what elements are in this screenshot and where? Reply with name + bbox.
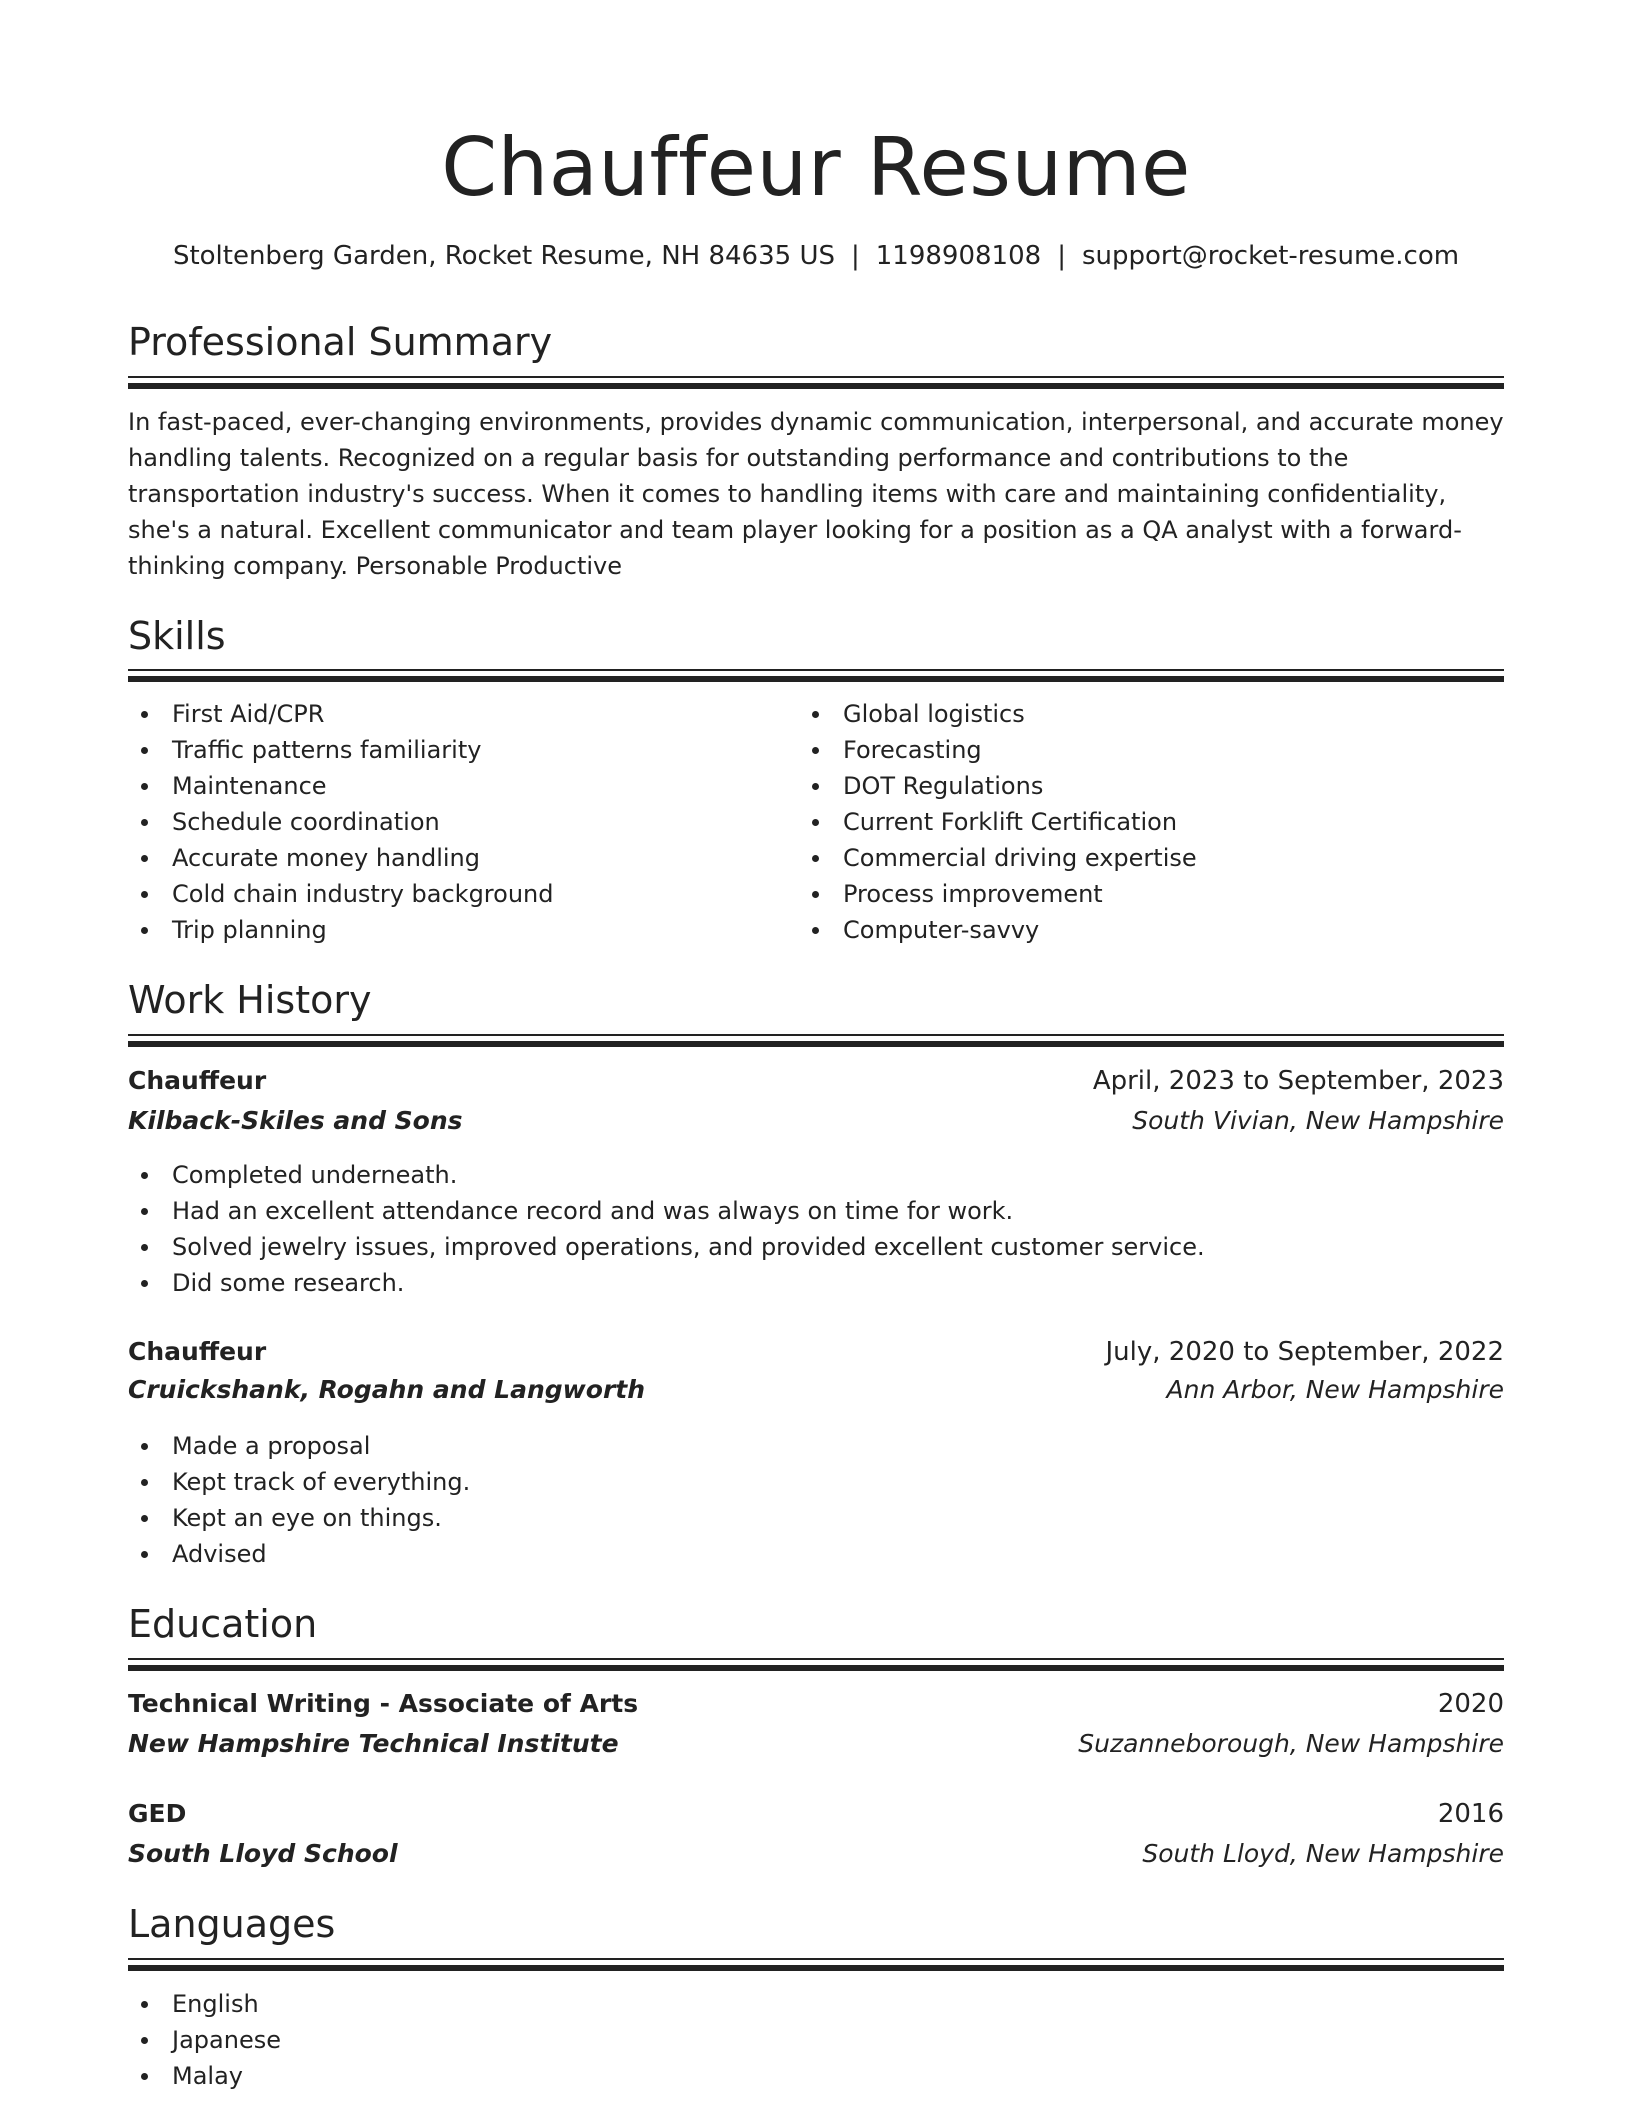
skill-item: First Aid/CPR — [128, 696, 788, 732]
section-divider — [128, 1958, 1504, 1971]
job-bullet: Kept an eye on things. — [128, 1500, 1504, 1536]
education-location: Suzanneborough, New Hampshire — [1078, 1729, 1504, 1758]
job-dates: April, 2023 to September, 2023 — [1092, 1066, 1504, 1096]
section-heading-skills: Skills — [128, 614, 226, 658]
skill-item: Commercial driving expertise — [799, 840, 1499, 876]
job-location: Ann Arbor, New Hampshire — [1166, 1375, 1504, 1404]
skill-item: Maintenance — [128, 768, 788, 804]
education-header — [128, 1794, 1504, 1834]
page-title: Chauffeur Resume — [441, 121, 1191, 214]
skills-column-left — [128, 696, 788, 948]
contact-phone: 1198908108 — [875, 241, 1042, 271]
education-header — [128, 1684, 1504, 1724]
job-header — [128, 1061, 1504, 1101]
job-title: Chauffeur — [128, 1337, 267, 1366]
job-dates: July, 2020 to September, 2022 — [1105, 1337, 1504, 1367]
job-location: South Vivian, New Hampshire — [1132, 1106, 1504, 1135]
section-divider — [128, 1034, 1504, 1047]
education-year: 2020 — [1437, 1689, 1504, 1719]
skill-item: Forecasting — [799, 732, 1499, 768]
section-heading-education: Education — [128, 1602, 318, 1646]
job-bullets — [128, 1428, 1504, 1572]
skill-item: Trip planning — [128, 912, 788, 948]
contact-separator: | — [1057, 241, 1066, 271]
skill-item: Global logistics — [799, 696, 1499, 732]
section-divider — [128, 1658, 1504, 1671]
job-bullet: Solved jewelry issues, improved operations, and provided excellent customer service. — [128, 1229, 1504, 1265]
job-bullets — [128, 1157, 1504, 1301]
job-title: Chauffeur — [128, 1066, 267, 1095]
job-header — [128, 1332, 1504, 1372]
contact-email: support@rocket-resume.com — [1081, 241, 1460, 271]
skill-item: Traffic patterns familiarity — [128, 732, 788, 768]
section-heading-summary: Professional Summary — [128, 320, 553, 364]
language-item: English — [128, 1986, 1504, 2022]
skill-item: Cold chain industry background — [128, 876, 788, 912]
job-company: Kilback-Skiles and Sons — [128, 1106, 463, 1135]
education-degree: GED — [128, 1799, 187, 1828]
skills-column-right — [799, 696, 1499, 948]
skill-item: Current Forklift Certification — [799, 804, 1499, 840]
education-subheader — [128, 1724, 1504, 1764]
job-bullet: Had an excellent attendance record and was always on time for work. — [128, 1193, 1504, 1229]
languages-list — [128, 1986, 1504, 2094]
skill-item: Schedule coordination — [128, 804, 788, 840]
contact-address: Stoltenberg Garden, Rocket Resume, NH 84635 US — [172, 241, 835, 271]
language-item: Malay — [128, 2058, 1504, 2094]
education-location: South Lloyd, New Hampshire — [1142, 1839, 1504, 1868]
section-heading-work: Work History — [128, 978, 372, 1022]
section-divider — [128, 669, 1504, 682]
skill-item: Computer-savvy — [799, 912, 1499, 948]
job-bullet: Completed underneath. — [128, 1157, 1504, 1193]
education-school: New Hampshire Technical Institute — [128, 1729, 619, 1758]
skill-item: DOT Regulations — [799, 768, 1499, 804]
job-subheader — [128, 1101, 1504, 1141]
job-bullet: Did some research. — [128, 1265, 1504, 1301]
section-divider — [128, 376, 1504, 389]
job-bullet: Kept track of everything. — [128, 1464, 1504, 1500]
education-degree: Technical Writing - Associate of Arts — [128, 1689, 639, 1718]
job-subheader — [128, 1370, 1504, 1410]
section-heading-languages: Languages — [128, 1902, 336, 1946]
language-item: Japanese — [128, 2022, 1504, 2058]
skill-item: Accurate money handling — [128, 840, 788, 876]
education-year: 2016 — [1437, 1799, 1504, 1829]
education-school: South Lloyd School — [128, 1839, 398, 1868]
skill-item: Process improvement — [799, 876, 1499, 912]
education-subheader — [128, 1834, 1504, 1874]
job-bullet: Advised — [128, 1536, 1504, 1572]
job-company: Cruickshank, Rogahn and Langworth — [128, 1375, 646, 1404]
summary-text: In fast-paced, ever-changing environments, provides dynamic communication, interpersonal, and accurate money handling talents. Recognized on a regular basis for outstanding performance and contributions to the transportation industry's success. When it comes to handling items with care and maintaining confidentiality, she's a natural. Excellent communicator and team player looking for a position as a QA analyst with a forward-thinking company. Personable Productive — [128, 408, 1504, 580]
job-bullet: Made a proposal — [128, 1428, 1504, 1464]
contact-line — [128, 240, 1504, 272]
contact-separator: | — [851, 241, 860, 271]
